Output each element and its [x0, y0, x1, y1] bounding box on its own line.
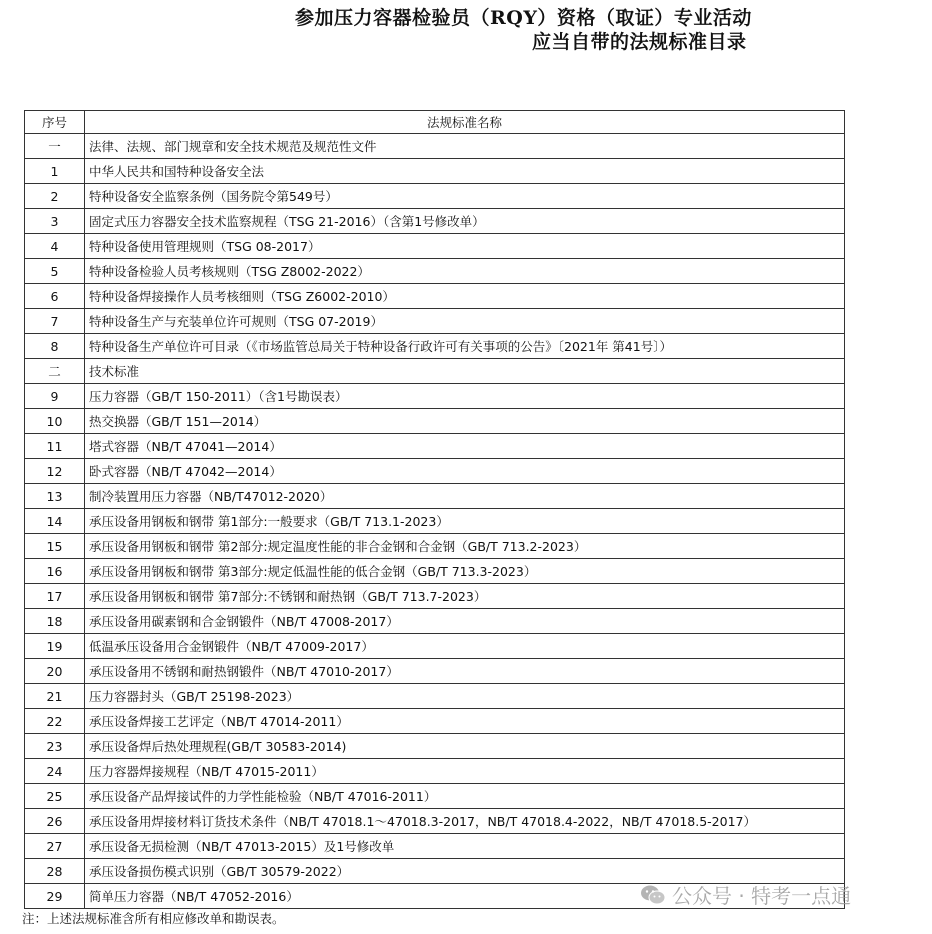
- regulation-name: 特种设备生产单位许可目录（《市场监管总局关于特种设备行政许可有关事项的公告》〔2021年 第41号〕）: [85, 334, 845, 359]
- regulation-name: 承压设备产品焊接试件的力学性能检验（NB/T 47016-2011）: [85, 784, 845, 809]
- regulation-name: 承压设备用不锈钢和耐热钢锻件（NB/T 47010-2017）: [85, 659, 845, 684]
- row-number: 19: [25, 634, 85, 659]
- regulation-name: 承压设备用碳素钢和合金钢锻件（NB/T 47008-2017）: [85, 609, 845, 634]
- row-number: 2: [25, 184, 85, 209]
- row-number: 8: [25, 334, 85, 359]
- row-number: 11: [25, 434, 85, 459]
- table-row: [25, 659, 845, 684]
- regulation-name: 承压设备焊后热处理规程(GB/T 30583-2014): [85, 734, 845, 759]
- regulation-name: 热交换器（GB/T 151—2014）: [85, 409, 845, 434]
- regulations-table: [24, 110, 845, 909]
- row-number: 9: [25, 384, 85, 409]
- row-number: 15: [25, 534, 85, 559]
- regulation-name: 卧式容器（NB/T 47042—2014）: [85, 459, 845, 484]
- document-title: [0, 6, 932, 54]
- table-row: [25, 684, 845, 709]
- row-number: 27: [25, 834, 85, 859]
- table-row: [25, 284, 845, 309]
- table-body: [25, 134, 845, 909]
- title-line-2: 应当自带的法规标准目录: [532, 31, 747, 53]
- regulation-name: 承压设备用焊接材料订货技术条件（NB/T 47018.1～47018.3-2017，NB/T 47018.4-2022，NB/T 47018.5-2017）: [85, 809, 845, 834]
- table-row: [25, 209, 845, 234]
- regulation-name: 承压设备用钢板和钢带 第1部分:一般要求（GB/T 713.1-2023）: [85, 509, 845, 534]
- row-number: 17: [25, 584, 85, 609]
- table-row: [25, 459, 845, 484]
- table-row: [25, 384, 845, 409]
- regulation-name: 承压设备损伤模式识别（GB/T 30579-2022）: [85, 859, 845, 884]
- row-number: 7: [25, 309, 85, 334]
- table-row: [25, 784, 845, 809]
- row-number: 28: [25, 859, 85, 884]
- regulation-name: 压力容器（GB/T 150-2011）（含1号勘误表）: [85, 384, 845, 409]
- table-row: [25, 134, 845, 159]
- table-row: [25, 409, 845, 434]
- header-name: 法规标准名称: [85, 111, 845, 134]
- row-number: 21: [25, 684, 85, 709]
- row-number: 14: [25, 509, 85, 534]
- row-number: 20: [25, 659, 85, 684]
- row-number: 26: [25, 809, 85, 834]
- table-row: [25, 559, 845, 584]
- watermark: [640, 880, 851, 909]
- regulation-name: 承压设备用钢板和钢带 第7部分:不锈钢和耐热钢（GB/T 713.7-2023）: [85, 584, 845, 609]
- regulation-name: 技术标准: [85, 359, 845, 384]
- regulation-name: 压力容器封头（GB/T 25198-2023）: [85, 684, 845, 709]
- table-row: [25, 434, 845, 459]
- footnote: 注：上述法规标准含所有相应修改单和勘误表。: [22, 911, 285, 926]
- row-number: 二: [25, 359, 85, 384]
- regulation-name: 承压设备焊接工艺评定（NB/T 47014-2011）: [85, 709, 845, 734]
- regulation-name: 压力容器焊接规程（NB/T 47015-2011）: [85, 759, 845, 784]
- table-row: [25, 809, 845, 834]
- row-number: 10: [25, 409, 85, 434]
- table-row: [25, 259, 845, 284]
- regulation-name: 制冷装置用压力容器（NB/T47012-2020）: [85, 484, 845, 509]
- title-line-1: 参加压力容器检验员（RQY）资格（取证）专业活动: [295, 7, 752, 29]
- wechat-icon: [640, 884, 666, 906]
- regulation-name: 特种设备使用管理规则（TSG 08-2017）: [85, 234, 845, 259]
- row-number: 16: [25, 559, 85, 584]
- regulation-name: 承压设备用钢板和钢带 第3部分:规定低温性能的低合金钢（GB/T 713.3-2023）: [85, 559, 845, 584]
- watermark-text: 公众号 · 特考一点通: [672, 884, 852, 908]
- table-row: [25, 484, 845, 509]
- table-row: [25, 159, 845, 184]
- table-row: [25, 184, 845, 209]
- row-number: 12: [25, 459, 85, 484]
- row-number: 18: [25, 609, 85, 634]
- row-number: 6: [25, 284, 85, 309]
- row-number: 3: [25, 209, 85, 234]
- row-number: 4: [25, 234, 85, 259]
- table-header-row: [25, 111, 845, 134]
- regulation-name: 固定式压力容器安全技术监察规程（TSG 21-2016）（含第1号修改单）: [85, 209, 845, 234]
- table-row: [25, 734, 845, 759]
- table-row: [25, 509, 845, 534]
- regulation-name: 简单压力容器（NB/T 47052-2016）: [85, 884, 845, 909]
- row-number: 一: [25, 134, 85, 159]
- regulation-name: 特种设备安全监察条例（国务院令第549号）: [85, 184, 845, 209]
- row-number: 25: [25, 784, 85, 809]
- row-number: 29: [25, 884, 85, 909]
- table-row: [25, 534, 845, 559]
- regulation-name: 特种设备焊接操作人员考核细则（TSG Z6002-2010）: [85, 284, 845, 309]
- table-row: [25, 634, 845, 659]
- table-row: [25, 609, 845, 634]
- table-row: [25, 759, 845, 784]
- table-row: [25, 584, 845, 609]
- regulation-name: 特种设备生产与充装单位许可规则（TSG 07-2019）: [85, 309, 845, 334]
- table-row: [25, 234, 845, 259]
- row-number: 22: [25, 709, 85, 734]
- row-number: 1: [25, 159, 85, 184]
- row-number: 5: [25, 259, 85, 284]
- row-number: 13: [25, 484, 85, 509]
- table-row: [25, 834, 845, 859]
- regulation-name: 法律、法规、部门规章和安全技术规范及规范性文件: [85, 134, 845, 159]
- regulation-name: 塔式容器（NB/T 47041—2014）: [85, 434, 845, 459]
- table-row: [25, 334, 845, 359]
- regulation-name: 中华人民共和国特种设备安全法: [85, 159, 845, 184]
- regulation-name: 低温承压设备用合金钢锻件（NB/T 47009-2017）: [85, 634, 845, 659]
- table-row: [25, 709, 845, 734]
- row-number: 24: [25, 759, 85, 784]
- regulation-name: 承压设备无损检测（NB/T 47013-2015）及1号修改单: [85, 834, 845, 859]
- table-row: [25, 309, 845, 334]
- row-number: 23: [25, 734, 85, 759]
- header-number: 序号: [25, 111, 85, 134]
- regulation-name: 特种设备检验人员考核规则（TSG Z8002-2022）: [85, 259, 845, 284]
- regulation-name: 承压设备用钢板和钢带 第2部分:规定温度性能的非合金钢和合金钢（GB/T 713.2-2023）: [85, 534, 845, 559]
- table-row: [25, 359, 845, 384]
